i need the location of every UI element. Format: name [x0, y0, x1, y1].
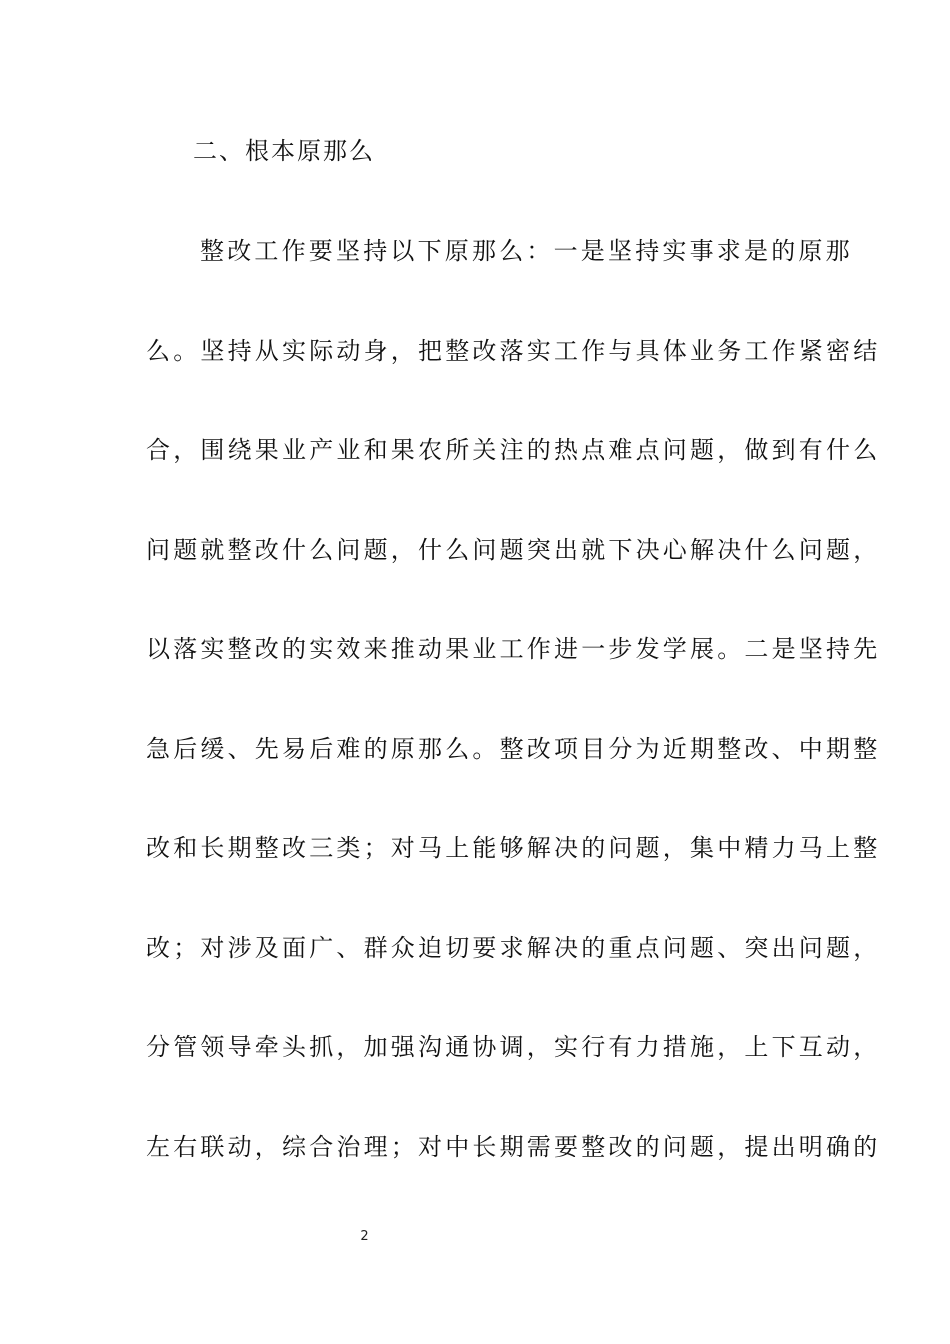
- paragraph-line: 整改工作要坚持以下原那么：一是坚持实事求是的原那: [200, 237, 853, 265]
- paragraph-line: 急后缓、先易后难的原那么。整改项目分为近期整改、中期整: [146, 735, 881, 763]
- paragraph-line: 以落实整改的实效来推动果业工作进一步发学展。二是坚持先: [146, 635, 881, 663]
- paragraph-line: 改；对涉及面广、群众迫切要求解决的重点问题、突出问题，: [146, 934, 881, 962]
- section-heading: 二、根本原那么: [193, 137, 375, 165]
- paragraph-line: 左右联动，综合治理；对中长期需要整改的问题，提出明确的: [146, 1133, 881, 1161]
- paragraph-line: 合，围绕果业产业和果农所关注的热点难点问题，做到有什么: [146, 436, 881, 464]
- paragraph-line: 么。坚持从实际动身，把整改落实工作与具体业务工作紧密结: [146, 337, 881, 365]
- paragraph-line: 分管领导牵头抓，加强沟通协调，实行有力措施，上下互动，: [146, 1033, 881, 1061]
- page-number: 2: [360, 1229, 369, 1244]
- paragraph-line: 改和长期整改三类；对马上能够解决的问题，集中精力马上整: [146, 834, 881, 862]
- paragraph-line: 问题就整改什么问题，什么问题突出就下决心解决什么问题，: [146, 536, 881, 564]
